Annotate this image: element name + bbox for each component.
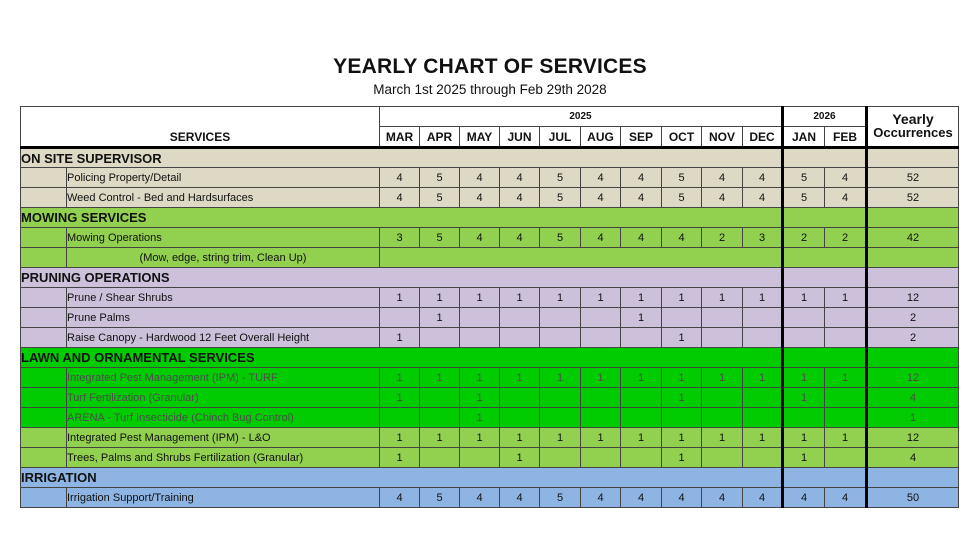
- section-header-row: [21, 348, 959, 368]
- month-value: 1: [540, 368, 581, 388]
- month-value: 1: [460, 388, 500, 408]
- month-value: 1: [662, 288, 702, 308]
- yearly-total: 52: [867, 168, 959, 188]
- month-value: 1: [621, 428, 662, 448]
- month-value: 1: [743, 288, 783, 308]
- month-value: [825, 448, 867, 468]
- month-value: 5: [420, 228, 460, 248]
- service-name: ARENA - Turf Insecticide (Chinch Bug Control): [67, 408, 380, 428]
- month-value: 1: [500, 428, 540, 448]
- section-title: IRRIGATION: [21, 468, 783, 488]
- month-value: 1: [380, 328, 420, 348]
- section-title: LAWN AND ORNAMENTAL SERVICES: [21, 348, 783, 368]
- table-row: [21, 428, 959, 448]
- month-value: [662, 308, 702, 328]
- month-value: 1: [540, 428, 581, 448]
- month-value: 4: [460, 488, 500, 508]
- service-name: Irrigation Support/Training: [67, 488, 380, 508]
- month-value: 1: [783, 288, 825, 308]
- month-value: [380, 308, 420, 328]
- month-value: [702, 388, 743, 408]
- yearly-total: 12: [867, 368, 959, 388]
- month-value: 5: [540, 168, 581, 188]
- service-note: (Mow, edge, string trim, Clean Up): [67, 248, 380, 268]
- month-value: [420, 448, 460, 468]
- month-value: 1: [662, 328, 702, 348]
- month-value: [500, 308, 540, 328]
- service-name: Mowing Operations: [67, 228, 380, 248]
- month-value: 4: [621, 228, 662, 248]
- month-value: 4: [702, 188, 743, 208]
- month-value: 1: [581, 368, 621, 388]
- month-value: 1: [743, 368, 783, 388]
- month-value: 4: [702, 488, 743, 508]
- table-row: [21, 488, 959, 508]
- month-value: [825, 408, 867, 428]
- section-title: MOWING SERVICES: [21, 208, 783, 228]
- yearly-total: 12: [867, 428, 959, 448]
- service-name: Policing Property/Detail: [67, 168, 380, 188]
- month-value: [581, 448, 621, 468]
- table-row: [21, 368, 959, 388]
- yearly-total: 42: [867, 228, 959, 248]
- month-value: 4: [662, 488, 702, 508]
- month-value: 4: [500, 188, 540, 208]
- table-row: [21, 188, 959, 208]
- month-value: 1: [460, 368, 500, 388]
- section-header-row: [21, 268, 959, 288]
- month-value: [783, 308, 825, 328]
- month-value: [420, 388, 460, 408]
- month-value: 4: [460, 188, 500, 208]
- month-value: 1: [380, 368, 420, 388]
- month-value: 1: [380, 448, 420, 468]
- month-header-aug: AUG: [581, 127, 621, 148]
- month-header-jun: JUN: [500, 127, 540, 148]
- month-value: 2: [783, 228, 825, 248]
- section-title: ON SITE SUPERVISOR: [21, 148, 783, 168]
- month-value: 1: [825, 428, 867, 448]
- month-value: [500, 388, 540, 408]
- service-name: Raise Canopy - Hardwood 12 Feet Overall Height: [67, 328, 380, 348]
- month-value: 2: [702, 228, 743, 248]
- month-value: 4: [702, 168, 743, 188]
- table-row: [21, 228, 959, 248]
- service-name: Weed Control - Bed and Hardsurfaces: [67, 188, 380, 208]
- month-value: 1: [621, 368, 662, 388]
- month-header-apr: APR: [420, 127, 460, 148]
- month-value: 1: [662, 428, 702, 448]
- month-value: [380, 408, 420, 428]
- month-value: [581, 408, 621, 428]
- month-value: 4: [825, 168, 867, 188]
- month-value: [621, 388, 662, 408]
- month-value: 4: [581, 168, 621, 188]
- service-name: Prune / Shear Shrubs: [67, 288, 380, 308]
- table-row: [21, 308, 959, 328]
- month-value: 1: [460, 288, 500, 308]
- page-subtitle: March 1st 2025 through Feb 29th 2028: [373, 82, 607, 97]
- month-header-feb: FEB: [825, 127, 867, 148]
- month-value: 4: [380, 168, 420, 188]
- month-value: 3: [743, 228, 783, 248]
- month-value: [702, 408, 743, 428]
- month-value: [743, 408, 783, 428]
- month-header-jan: JAN: [783, 127, 825, 148]
- month-value: 1: [420, 308, 460, 328]
- month-value: 4: [621, 168, 662, 188]
- yearly-total: 52: [867, 188, 959, 208]
- month-value: 1: [500, 288, 540, 308]
- month-value: [783, 328, 825, 348]
- table-row: [21, 168, 959, 188]
- month-value: 1: [500, 368, 540, 388]
- month-value: 4: [380, 188, 420, 208]
- yearly-total: 1: [867, 408, 959, 428]
- month-value: [420, 328, 460, 348]
- note-row: [21, 248, 959, 268]
- month-value: [702, 308, 743, 328]
- month-value: [621, 448, 662, 468]
- month-value: 4: [460, 228, 500, 248]
- month-value: [825, 308, 867, 328]
- month-value: [460, 308, 500, 328]
- table-row: [21, 408, 959, 428]
- page-title: YEARLY CHART OF SERVICES: [333, 55, 647, 78]
- month-header-jul: JUL: [540, 127, 581, 148]
- month-value: 4: [743, 488, 783, 508]
- service-name: Integrated Pest Management (IPM) - L&O: [67, 428, 380, 448]
- month-header-may: MAY: [460, 127, 500, 148]
- month-value: [460, 328, 500, 348]
- month-value: 4: [825, 488, 867, 508]
- month-value: 5: [420, 488, 460, 508]
- month-value: [581, 328, 621, 348]
- month-value: 4: [380, 488, 420, 508]
- yearly-total: 12: [867, 288, 959, 308]
- month-value: [621, 328, 662, 348]
- month-value: 5: [783, 188, 825, 208]
- month-value: 4: [581, 488, 621, 508]
- month-value: 4: [581, 188, 621, 208]
- month-value: [540, 448, 581, 468]
- month-value: [540, 328, 581, 348]
- month-value: 1: [420, 368, 460, 388]
- month-value: 1: [783, 448, 825, 468]
- year-2025-label: 2025: [380, 107, 783, 127]
- year-row: [21, 107, 959, 127]
- service-name: Turf Fertilization (Granular): [67, 388, 380, 408]
- services-header: SERVICES: [21, 127, 380, 148]
- month-value: 1: [380, 288, 420, 308]
- yearly-line2: Occurrences: [873, 125, 953, 140]
- month-value: 4: [662, 228, 702, 248]
- table-row: [21, 448, 959, 468]
- yearly-occurrences-header: [867, 107, 959, 148]
- month-value: 1: [420, 288, 460, 308]
- month-value: 1: [702, 288, 743, 308]
- table-row: [21, 328, 959, 348]
- month-value: 1: [460, 428, 500, 448]
- month-value: [743, 388, 783, 408]
- month-value: [500, 408, 540, 428]
- yearly-total: 2: [867, 308, 959, 328]
- month-value: [783, 408, 825, 428]
- month-value: 1: [540, 288, 581, 308]
- section-header-row: [21, 208, 959, 228]
- month-value: 1: [380, 428, 420, 448]
- month-header-row: [21, 127, 959, 148]
- month-value: 1: [621, 308, 662, 328]
- month-value: 1: [702, 428, 743, 448]
- month-value: 1: [621, 288, 662, 308]
- month-value: 5: [540, 188, 581, 208]
- month-value: 1: [460, 408, 500, 428]
- month-value: [702, 328, 743, 348]
- month-value: [702, 448, 743, 468]
- section-header-row: [21, 468, 959, 488]
- month-value: [420, 408, 460, 428]
- month-value: [743, 308, 783, 328]
- month-value: 5: [540, 488, 581, 508]
- month-value: 1: [783, 388, 825, 408]
- yearly-line1: Yearly: [892, 111, 934, 127]
- month-value: 4: [621, 488, 662, 508]
- month-value: 1: [500, 448, 540, 468]
- month-value: 1: [662, 368, 702, 388]
- month-value: 1: [783, 428, 825, 448]
- month-value: [743, 328, 783, 348]
- month-value: [460, 448, 500, 468]
- month-header-dec: DEC: [743, 127, 783, 148]
- month-value: 1: [420, 428, 460, 448]
- month-value: 5: [783, 168, 825, 188]
- yearly-total: 4: [867, 388, 959, 408]
- section-title: PRUNING OPERATIONS: [21, 268, 783, 288]
- month-value: [500, 328, 540, 348]
- month-value: 4: [743, 168, 783, 188]
- service-name: Prune Palms: [67, 308, 380, 328]
- month-value: 1: [825, 288, 867, 308]
- month-value: [581, 308, 621, 328]
- month-value: 3: [380, 228, 420, 248]
- month-value: 4: [743, 188, 783, 208]
- month-value: 1: [581, 288, 621, 308]
- month-value: [662, 408, 702, 428]
- month-value: 4: [783, 488, 825, 508]
- month-value: 1: [783, 368, 825, 388]
- month-value: 4: [500, 228, 540, 248]
- services-table: [20, 106, 959, 508]
- month-value: 5: [420, 168, 460, 188]
- month-value: 2: [825, 228, 867, 248]
- yearly-total: 50: [867, 488, 959, 508]
- month-value: 1: [662, 448, 702, 468]
- month-value: [540, 408, 581, 428]
- section-header-row: [21, 148, 959, 168]
- month-value: 4: [581, 228, 621, 248]
- month-value: 5: [540, 228, 581, 248]
- month-value: 4: [500, 488, 540, 508]
- month-value: 5: [662, 188, 702, 208]
- month-value: 1: [702, 368, 743, 388]
- service-name: Trees, Palms and Shrubs Fertilization (Granular): [67, 448, 380, 468]
- table-row: [21, 288, 959, 308]
- month-header-oct: OCT: [662, 127, 702, 148]
- month-value: 1: [380, 388, 420, 408]
- month-value: 4: [500, 168, 540, 188]
- month-header-nov: NOV: [702, 127, 743, 148]
- service-name: Integrated Pest Management (IPM) - TURF: [67, 368, 380, 388]
- month-header-mar: MAR: [380, 127, 420, 148]
- month-value: 1: [581, 428, 621, 448]
- month-value: 4: [825, 188, 867, 208]
- month-value: [581, 388, 621, 408]
- table-row: [21, 388, 959, 408]
- month-value: 1: [743, 428, 783, 448]
- month-value: [743, 448, 783, 468]
- month-value: [825, 328, 867, 348]
- month-value: 1: [662, 388, 702, 408]
- month-value: 1: [825, 368, 867, 388]
- month-header-sep: SEP: [621, 127, 662, 148]
- year-2026-label: 2026: [783, 107, 867, 127]
- month-value: [540, 388, 581, 408]
- month-value: 4: [460, 168, 500, 188]
- month-value: [621, 408, 662, 428]
- month-value: 4: [621, 188, 662, 208]
- month-value: 5: [662, 168, 702, 188]
- yearly-total: 4: [867, 448, 959, 468]
- month-value: [825, 388, 867, 408]
- yearly-total: 2: [867, 328, 959, 348]
- month-value: 5: [420, 188, 460, 208]
- month-value: [540, 308, 581, 328]
